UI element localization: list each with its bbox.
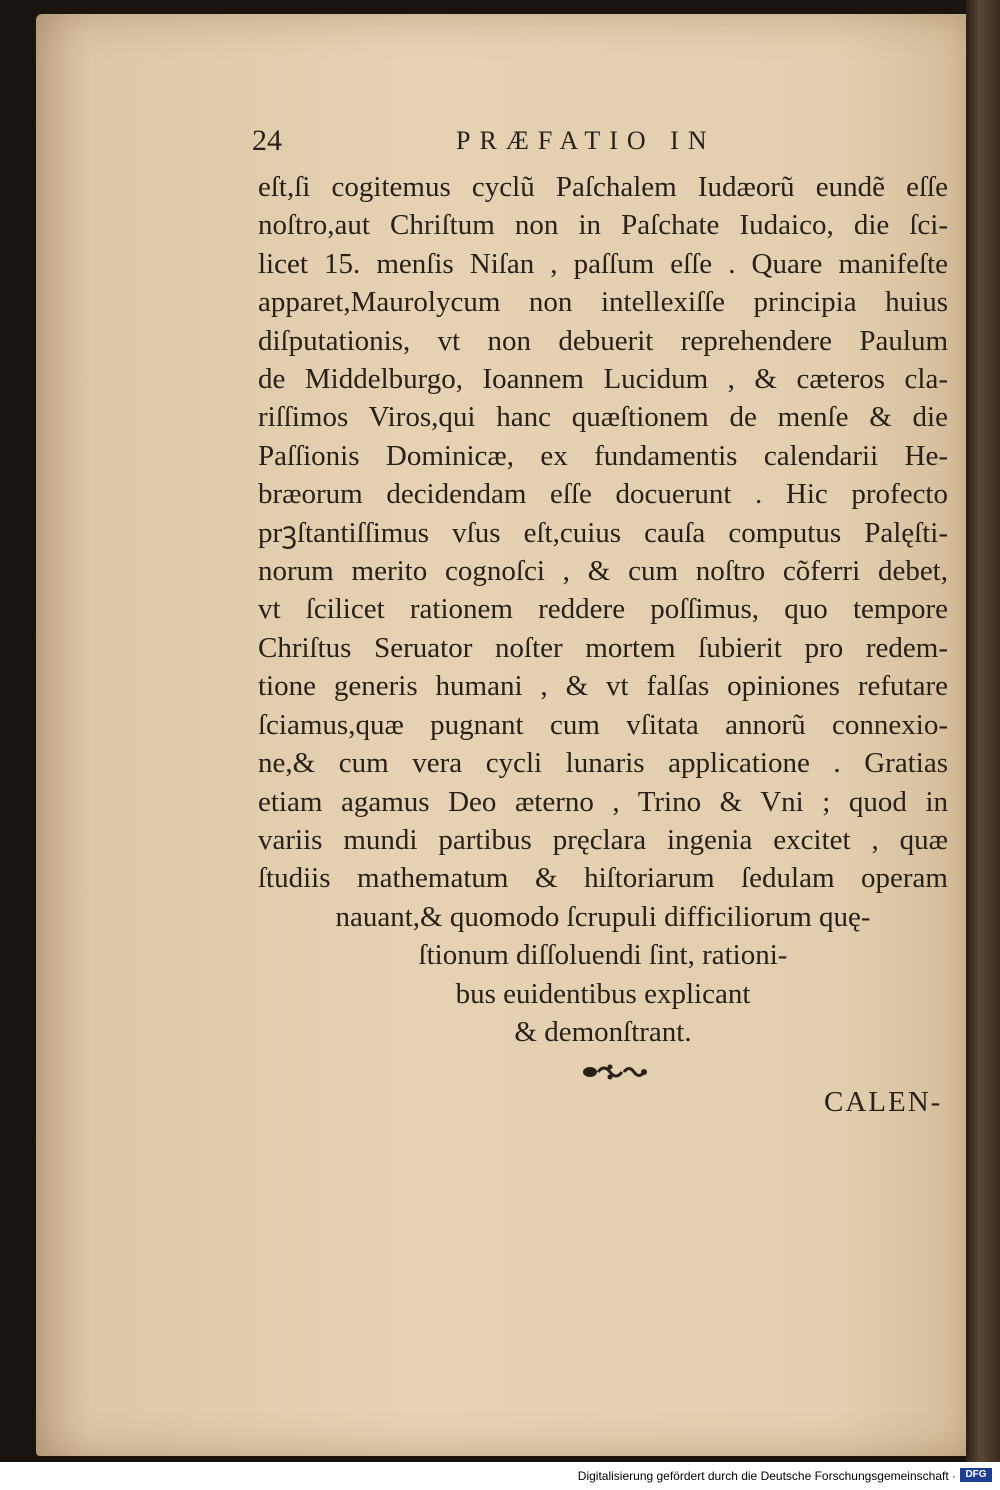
printers-ornament-icon bbox=[580, 1060, 650, 1084]
text-line: bræorum decidendam eſſe docuerunt . Hic profecto bbox=[258, 478, 948, 511]
running-head: PRÆFATIO IN bbox=[456, 126, 716, 155]
text-line: prꝫſtantiſſimus vſus eſt,cuius cauſa computus Palęſti- bbox=[258, 516, 948, 549]
text-line: nauant,& quomodo ſcrupuli difficiliorum quę- bbox=[335, 900, 871, 933]
text-line: tione generis humani , & vt falſas opiniones refutare bbox=[258, 670, 948, 703]
text-line: ne,& cum vera cycli lunaris applicatione . Gratias bbox=[258, 747, 948, 780]
page-header bbox=[0, 124, 1000, 164]
text-line: norum merito cognoſci , & cum noſtro cõferri debet, bbox=[258, 555, 948, 588]
text-line: riſſimos Viros,qui hanc quæſtionem de menſe & die bbox=[258, 401, 948, 434]
text-line: diſputationis, vt non debuerit reprehendere Paulum bbox=[258, 324, 948, 357]
text-line: eſt,ſi cogitemus cyclũ Paſchalem Iudæorũ eundẽ eſſe bbox=[258, 171, 948, 203]
text-line: ſtudiis mathematum & hiſtoriarum ſedulam operam bbox=[258, 862, 948, 895]
text-line: noſtro,aut Chriſtum non in Paſchate Iudaico, die ſci- bbox=[258, 209, 948, 242]
text-line: licet 15. menſis Niſan , paſſum eſſe . Quare manifeſte bbox=[258, 247, 948, 280]
book-spine bbox=[966, 0, 1000, 1462]
text-line: etiam agamus Deo æterno , Trino & Vni ; quod in bbox=[258, 785, 948, 818]
page-number: 24 bbox=[252, 124, 282, 157]
text-line: variis mundi partibus pręclara ingenia excitet , quæ bbox=[258, 823, 948, 856]
catchword: CALEN- bbox=[824, 1086, 943, 1118]
text-line: de Middelburgo, Ioannem Lucidum , & cæteros cla- bbox=[258, 363, 948, 396]
text-line: & demonſtrant. bbox=[514, 1015, 692, 1048]
text-line: ſtionum diſſoluendi ſint, rationi- bbox=[418, 939, 788, 972]
dfg-logo: DFG bbox=[960, 1468, 992, 1482]
body-text bbox=[258, 168, 948, 1051]
text-line: vt ſcilicet rationem reddere poſſimus, quo tempore bbox=[258, 593, 948, 626]
text-line: Chriſtus Seruator noſter mortem ſubierit pro redem- bbox=[258, 631, 948, 664]
text-line: bus euidentibus explicant bbox=[455, 977, 751, 1010]
digitization-footer bbox=[0, 1462, 1000, 1490]
text-line: Paſſionis Dominicæ, ex fundamentis calendarii He- bbox=[258, 439, 948, 472]
text-line: apparet,Maurolycum non intellexiſſe principia huius bbox=[258, 286, 948, 319]
text-line: ſciamus,quæ pugnant cum vſitata annorũ connexio- bbox=[258, 708, 948, 741]
funding-credit: Digitalisierung gefördert durch die Deutsche Forschungsgemeinschaft · bbox=[577, 1469, 956, 1483]
